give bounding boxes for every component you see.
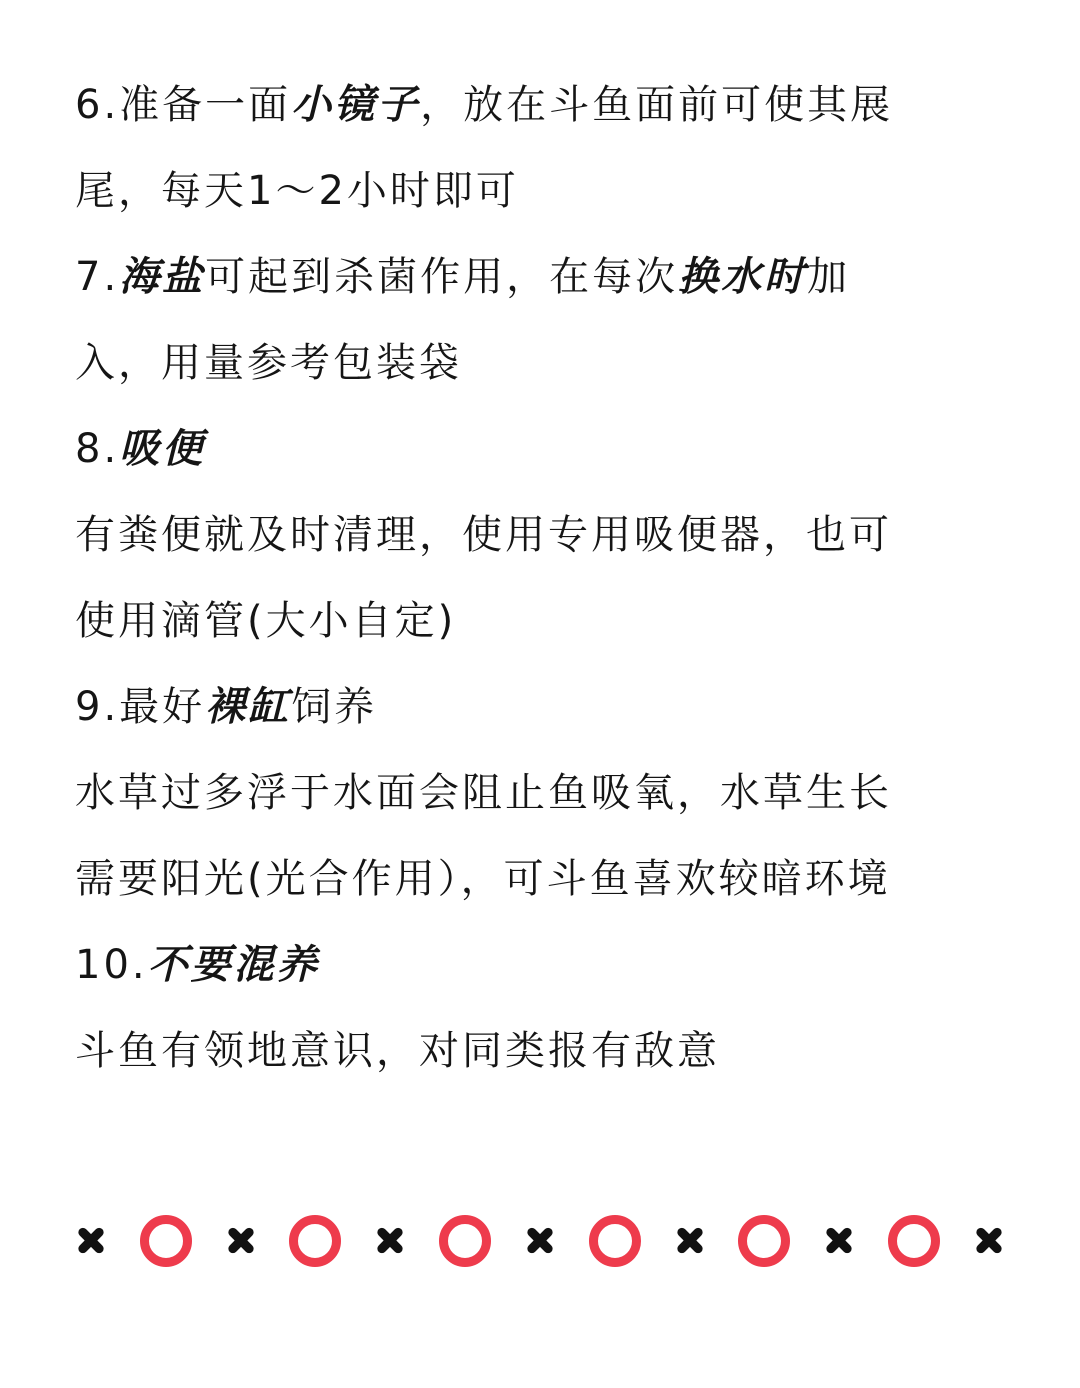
text-segment: 可起到杀菌作用，在每次: [205, 254, 679, 300]
text-segment: ，放在斗鱼面前可使其展: [420, 82, 894, 128]
cross-icon: [220, 1220, 262, 1262]
text-line: [75, 836, 1015, 922]
text-line: [75, 406, 1015, 492]
text-segment: 7.: [75, 254, 120, 300]
emphasis-text: 不要混养: [147, 942, 320, 988]
emphasis-text: 吸便: [119, 426, 206, 472]
text-segment: 尾，每天1～2小时即可: [75, 168, 519, 214]
circle-icon: [738, 1215, 790, 1267]
circle-icon: [888, 1215, 940, 1267]
text-segment: 使用滴管(大小自定): [75, 598, 457, 644]
text-segment: 10.: [75, 942, 148, 988]
text-line: [75, 234, 1015, 320]
circle-icon: [439, 1215, 491, 1267]
cross-icon: [70, 1220, 112, 1262]
cross-icon: [669, 1220, 711, 1262]
text-line: [75, 320, 1015, 406]
text-segment: 入，用量参考包装袋: [75, 340, 462, 386]
text-line: [75, 922, 1015, 1008]
text-line: [75, 664, 1015, 750]
emphasis-text: 海盐: [119, 254, 206, 300]
text-line: [75, 148, 1015, 234]
cross-icon: [369, 1220, 411, 1262]
circle-icon: [289, 1215, 341, 1267]
circle-icon: [140, 1215, 192, 1267]
text-line: [75, 492, 1015, 578]
circle-icon: [589, 1215, 641, 1267]
text-line: [75, 750, 1015, 836]
text-segment: 饲养: [291, 684, 378, 730]
emphasis-text: 小镜子: [291, 82, 421, 128]
text-line: [75, 1008, 1015, 1094]
text-line: [75, 578, 1015, 664]
cross-icon: [519, 1220, 561, 1262]
text-segment: 斗鱼有领地意识，对同类报有敌意: [75, 1028, 720, 1074]
emphasis-text: 裸缸: [205, 684, 292, 730]
text-segment: 9.最好: [75, 684, 206, 730]
text-segment: 加: [807, 254, 851, 300]
text-segment: 8.: [75, 426, 120, 472]
tips-text-block: [75, 62, 1015, 1094]
text-segment: 水草过多浮于水面会阻止鱼吸氧，水草生长: [75, 770, 892, 816]
x-o-divider: [70, 1214, 1010, 1268]
emphasis-text: 换水时: [678, 254, 808, 300]
text-segment: 需要阳光(光合作用），可斗鱼喜欢较暗环境: [75, 856, 891, 902]
text-segment: 有粪便就及时清理，使用专用吸便器，也可: [75, 512, 892, 558]
text-segment: 6.准备一面: [75, 82, 292, 128]
cross-icon: [968, 1220, 1010, 1262]
cross-icon: [818, 1220, 860, 1262]
text-line: [75, 62, 1015, 148]
